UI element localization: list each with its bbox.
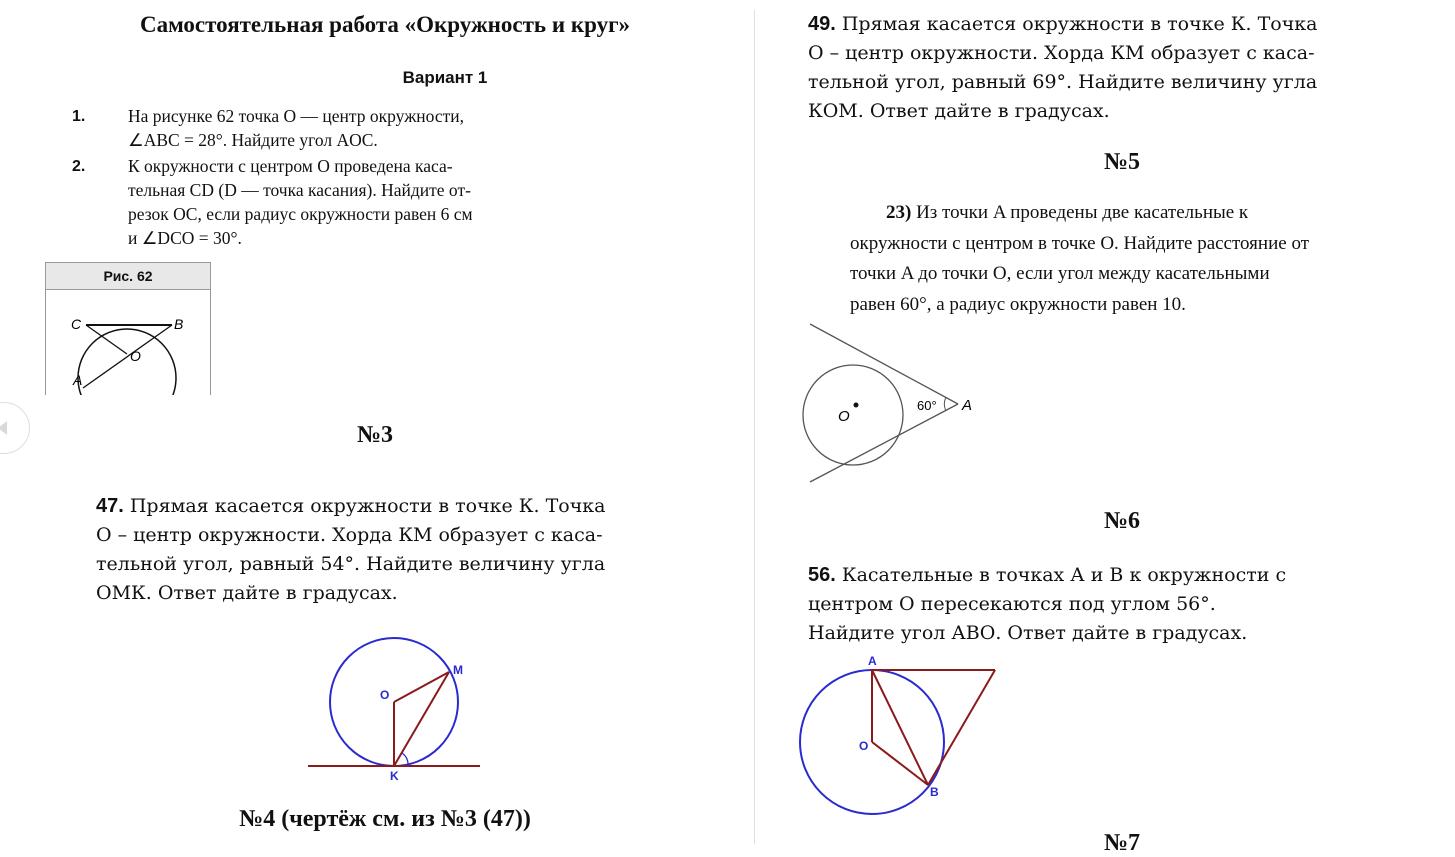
task-number: 49. bbox=[808, 13, 836, 35]
task-text: На рисунке 62 точка O — центр окружности, ∠ABC = 28°. Найдите угол AOC. bbox=[128, 106, 464, 150]
task-number: 56. bbox=[808, 564, 836, 586]
label-o: O bbox=[380, 688, 390, 702]
label-o: O bbox=[859, 739, 869, 753]
heading-5: №5 bbox=[1103, 149, 1141, 175]
label-b: B bbox=[174, 316, 184, 332]
heading-6: №6 bbox=[1103, 508, 1141, 534]
chevron-left-icon bbox=[0, 403, 29, 453]
task-number: 47. bbox=[96, 495, 124, 517]
task-number: 1. bbox=[72, 108, 86, 125]
task-text: 56. Касательные в точках А и В к окружности с центром О пересекаются под углом 56°. Найдите угол АВО. Ответ дайте в градусах. bbox=[808, 564, 1287, 644]
figure-56 bbox=[790, 650, 1005, 820]
figure-caption: Рис. 62 bbox=[46, 263, 210, 290]
label-o: O bbox=[838, 408, 850, 425]
label-m: M bbox=[453, 663, 463, 677]
label-c: C bbox=[71, 316, 82, 332]
figure-47 bbox=[300, 630, 490, 785]
task-text: 47. Прямая касается окружности в точке К. Точка О – центр окружности. Хорда КМ образует с каса- тельной угол, равный 54°. Найдите величину угла ОМК. Ответ дайте в градусах. bbox=[96, 495, 606, 604]
task-text: 23) Из точки A проведены две касательные к окружности с центром в точке O. Найдите расстояние от точки A до точки O, если угол между касательными равен 60°, а радиус окружности равен 10. bbox=[850, 202, 1309, 315]
label-k: K bbox=[390, 769, 399, 783]
variant-label: Вариант 1 bbox=[402, 68, 488, 87]
previous-page-button[interactable] bbox=[0, 402, 30, 454]
label-o: O bbox=[130, 348, 141, 364]
label-a: A bbox=[73, 372, 83, 388]
page-title: Самостоятельная работа «Окружность и круг» bbox=[139, 12, 631, 37]
heading-4: №4 (чертёж см. из №3 (47)) bbox=[239, 806, 531, 832]
label-angle: 60° bbox=[917, 398, 937, 413]
figure-62 bbox=[45, 262, 211, 395]
task-number: 2. bbox=[72, 158, 86, 175]
task-number: 23) bbox=[886, 202, 912, 223]
task-text: 49. Прямая касается окружности в точке К. Точка О – центр окружности. Хорда КМ образует с каса- тельной угол, равный 69°. Найдите величину угла КОМ. Ответ дайте в градусах. bbox=[808, 13, 1318, 122]
heading-7: №7 bbox=[1103, 830, 1141, 856]
figure-23 bbox=[798, 318, 988, 488]
task-text: К окружности с центром O проведена каса- тельная CD (D — точка касания). Найдите от- резок OC, если радиус окружности равен 6 см и ∠DCO = 30°. bbox=[128, 156, 473, 248]
heading-3: №3 bbox=[356, 422, 394, 448]
label-b: B bbox=[930, 785, 939, 799]
figure-62-drawing bbox=[46, 290, 210, 395]
page-divider bbox=[754, 10, 755, 844]
label-a: A bbox=[868, 654, 877, 668]
label-a: A bbox=[962, 397, 973, 414]
